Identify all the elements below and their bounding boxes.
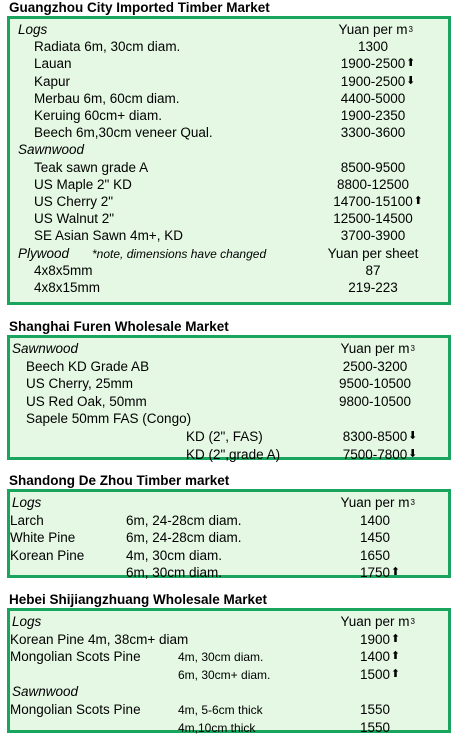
product-spec: 6m, 30cm+ diam.	[178, 667, 271, 682]
price-text: 1650	[359, 547, 391, 563]
price-value	[340, 55, 416, 72]
arrow-down-icon: ⬇	[406, 74, 416, 87]
arrow-up-icon: ⬆	[390, 566, 401, 579]
product-name: Beech KD Grade AB	[26, 358, 150, 374]
arrow-up-icon: ⬆	[390, 632, 401, 645]
price-value	[360, 719, 390, 736]
price-row	[10, 358, 448, 375]
price-text: 1450	[359, 530, 391, 546]
price-text: 12500-14500	[333, 211, 413, 227]
arrow-up-icon: ⬆	[390, 650, 401, 663]
price-value	[341, 227, 406, 244]
unit-label	[340, 613, 415, 630]
price-row	[10, 227, 448, 244]
price-row	[10, 666, 448, 683]
category-label: Sawnwood	[12, 341, 79, 356]
market-price-box	[7, 608, 451, 733]
price-row	[10, 631, 448, 648]
price-text: 3300-3600	[340, 125, 406, 141]
category-label: Logs	[18, 22, 48, 37]
price-value	[339, 393, 411, 410]
price-row	[10, 107, 448, 124]
price-row	[10, 279, 448, 296]
price-text: 219-223	[348, 280, 398, 295]
header-row	[10, 21, 448, 38]
price-value	[360, 701, 390, 718]
market-title: Hebei Shijiangzhuang Wholesale Market	[9, 592, 268, 607]
unit-label	[338, 21, 413, 38]
product-name: Teak sawn grade A	[34, 159, 149, 175]
price-value	[341, 159, 406, 176]
market-title: Shanghai Furen Wholesale Market	[9, 319, 229, 334]
product-name: US Walnut 2"	[34, 211, 115, 227]
product-name: US Red Oak, 50mm	[26, 393, 147, 409]
price-row	[10, 446, 448, 463]
price-text: 1400	[359, 649, 391, 665]
price-text: 8500-9500	[340, 159, 406, 175]
price-row	[10, 512, 448, 529]
price-text: 1550	[359, 719, 391, 735]
price-row	[10, 124, 448, 141]
price-value	[342, 428, 418, 445]
arrow-down-icon: ⬇	[408, 430, 418, 442]
unit-text: Yuan per m	[340, 614, 410, 629]
price-row	[10, 38, 448, 55]
unit-label: Yuan per sheet	[327, 245, 419, 261]
price-text: 1900-2350	[340, 108, 406, 123]
product-name: US Cherry 2"	[34, 194, 114, 209]
product-spec: 4m, 30cm diam.	[178, 650, 264, 665]
product-name: Mongolian Scots Pine	[10, 649, 141, 665]
price-text: 14700-15100	[333, 194, 413, 209]
price-row	[10, 55, 448, 72]
product-spec: 4m, 5-6cm thick	[178, 703, 263, 717]
product-spec: KD (2", FAS)	[186, 429, 263, 444]
category-label: Sawnwood	[12, 684, 79, 700]
price-value	[358, 38, 388, 55]
price-row	[10, 648, 448, 665]
price-row	[10, 159, 448, 176]
product-name: Larch	[10, 512, 44, 528]
price-value	[341, 107, 406, 124]
price-text: 8300-8500	[342, 429, 408, 444]
unit-superscript: 3	[408, 25, 413, 34]
price-row	[10, 90, 448, 107]
product-name: Beech 6m,30cm veneer Qual.	[34, 125, 213, 141]
product-name: 4x8x5mm	[34, 262, 93, 278]
price-value	[340, 73, 416, 90]
price-text: 1900-2500	[340, 56, 406, 72]
category-row	[10, 245, 448, 262]
product-name: Lauan	[34, 56, 72, 72]
price-value	[333, 193, 423, 210]
price-row	[10, 719, 448, 736]
category-row	[10, 141, 448, 158]
unit-text: Yuan per m	[338, 22, 408, 37]
product-name: SE Asian Sawn 4m+, KD	[34, 228, 183, 244]
header-row	[10, 340, 448, 357]
price-row	[10, 564, 448, 581]
price-text: 2500-3200	[342, 358, 408, 374]
price-value	[359, 666, 401, 683]
unit-label	[340, 340, 415, 357]
market-title: Shandong De Zhou Timber market	[9, 473, 230, 488]
category-label: Logs	[12, 495, 42, 510]
price-text: 9500-10500	[338, 376, 412, 392]
price-value	[360, 547, 390, 564]
price-value	[342, 446, 418, 463]
header-row	[10, 494, 448, 511]
price-value	[359, 631, 401, 648]
price-value	[343, 358, 408, 375]
price-row	[10, 210, 448, 227]
market-title: Guangzhou City Imported Timber Market	[9, 0, 270, 15]
price-text: 1900	[359, 631, 391, 647]
price-value	[341, 124, 406, 141]
price-row	[10, 176, 448, 193]
unit-superscript: 3	[410, 498, 415, 507]
price-text: 1750	[359, 565, 391, 581]
price-value	[360, 529, 390, 546]
product-spec: 6m, 24-28cm diam.	[126, 512, 242, 528]
price-row	[10, 375, 448, 392]
product-spec: 4m,10cm thick	[178, 720, 256, 735]
price-value	[359, 564, 401, 581]
product-name: Keruing 60cm+ diam.	[34, 108, 162, 123]
price-text: 9800-10500	[338, 393, 412, 409]
category-label: Sawnwood	[18, 142, 85, 158]
price-value	[365, 262, 380, 279]
price-text: 1550	[359, 702, 391, 717]
price-text: 4400-5000	[340, 90, 406, 106]
market-price-box	[7, 335, 451, 460]
price-text: 7500-7800	[342, 446, 408, 462]
product-name: Korean Pine 4m, 38cm+ diam	[10, 631, 189, 647]
unit-superscript: 3	[410, 344, 415, 353]
product-name: Sapele 50mm FAS (Congo)	[26, 411, 192, 427]
unit-text: Yuan per m	[340, 341, 410, 356]
product-name: 4x8x15mm	[34, 280, 101, 295]
product-spec: 4m, 30cm diam.	[126, 547, 223, 563]
product-name: Mongolian Scots Pine	[10, 702, 141, 717]
arrow-up-icon: ⬆	[406, 57, 416, 70]
price-row	[10, 73, 448, 90]
unit-text: Yuan per m	[340, 495, 410, 510]
price-text: 1400	[359, 512, 391, 528]
price-value	[337, 176, 409, 193]
price-value	[360, 512, 390, 529]
price-row	[10, 701, 448, 718]
unit-label	[340, 494, 415, 511]
product-name: White Pine	[10, 530, 76, 546]
price-value	[333, 210, 413, 227]
market-price-box	[7, 489, 451, 581]
unit-superscript: 3	[410, 617, 415, 626]
price-value	[348, 279, 398, 296]
price-text: 8800-12500	[336, 176, 410, 192]
price-row	[10, 193, 448, 210]
market-price-box	[7, 16, 451, 305]
price-text: 3700-3900	[340, 228, 406, 244]
category-label: Logs	[12, 614, 42, 629]
product-spec: 6m, 30cm diam.	[126, 565, 223, 581]
price-value	[339, 375, 411, 392]
price-value	[359, 648, 401, 665]
category-note: *note, dimensions have changed	[92, 246, 267, 261]
product-name: US Cherry, 25mm	[26, 376, 134, 392]
price-text: 1500	[359, 666, 391, 682]
price-text: 1300	[357, 39, 389, 55]
price-row	[10, 428, 448, 445]
price-row	[10, 529, 448, 546]
price-text: 87	[365, 262, 381, 278]
price-text: 1900-2500	[340, 73, 406, 89]
price-row	[10, 410, 448, 427]
category-row	[10, 683, 448, 700]
price-row	[10, 393, 448, 410]
product-name: Korean Pine	[10, 547, 85, 563]
price-value	[341, 90, 406, 107]
category-label: Plywood	[18, 245, 70, 261]
product-spec: 6m, 24-28cm diam.	[126, 530, 242, 546]
price-row	[10, 547, 448, 564]
arrow-up-icon: ⬆	[413, 195, 423, 207]
arrow-up-icon: ⬆	[390, 667, 401, 680]
product-name: US Maple 2" KD	[34, 176, 132, 192]
product-name: Merbau 6m, 60cm diam.	[34, 90, 180, 106]
header-row	[10, 613, 448, 630]
product-spec: KD (2",grade A)	[186, 446, 281, 462]
arrow-down-icon: ⬇	[408, 447, 418, 460]
product-name: Radiata 6m, 30cm diam.	[34, 39, 181, 55]
product-name: Kapur	[34, 73, 71, 89]
price-row	[10, 262, 448, 279]
